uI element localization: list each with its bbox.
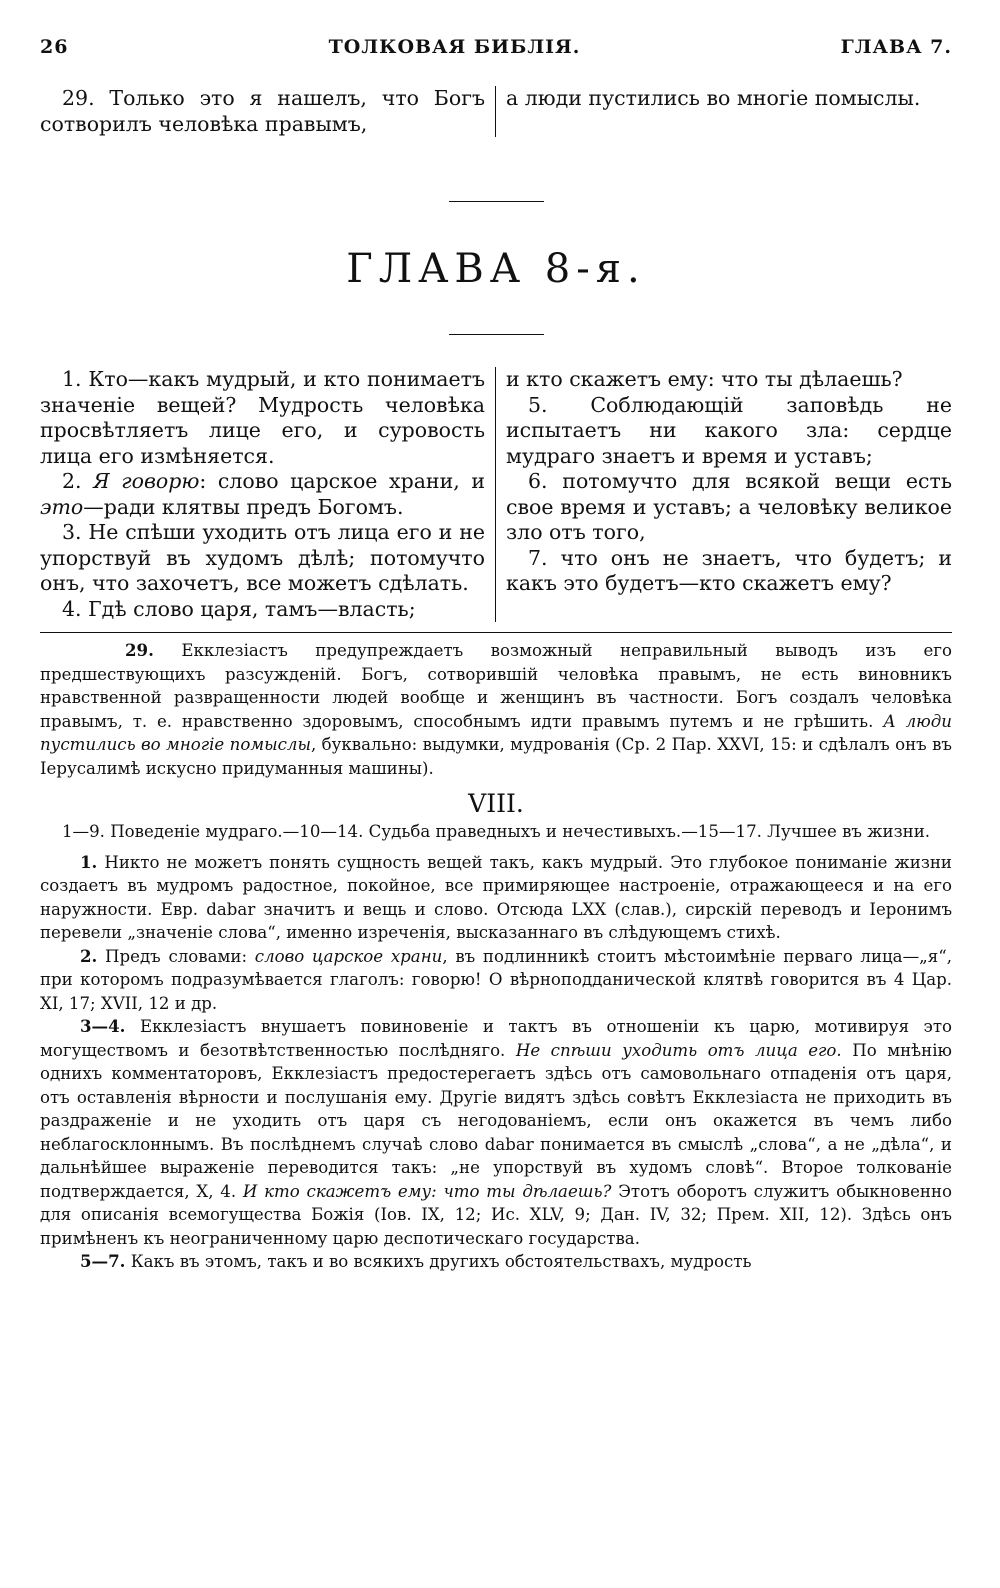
verse-column-right — [496, 367, 952, 622]
running-chapter: ГЛАВА 7. — [840, 36, 952, 58]
verse-column-right — [496, 86, 952, 137]
top-decorative-rule — [449, 201, 544, 202]
commentary-29: 29. Екклезіастъ предупреждаетъ возможный неправильный выводъ изъ его предшествующихъ разсужденій. Богъ, сотворившій человѣка правымъ, не есть виновникъ нравственной развращенности людей вообще и женщинъ въ частности. Богъ создалъ человѣка правымъ, т. е. нравственно здоровымъ, способнымъ идти правымъ путемъ и не грѣшить. А люди пустились во многіе помыслы, буквально: выдумки, мудрованія (Ср. 2 Пар. XXVI, 15: и сдѣлалъ онъ въ Іерусалимѣ искусно придуманныя машины). — [40, 640, 952, 778]
verse-29-left: 29. Только это я нашелъ, что Богъ сотворилъ человѣка правымъ, — [40, 86, 485, 136]
chapter-roman-numeral: VIII. — [468, 789, 524, 818]
running-head — [40, 36, 952, 76]
verse-29-block — [40, 86, 952, 137]
chapter-8-verses — [40, 367, 952, 622]
page-number: 26 — [40, 36, 69, 58]
verse-4: 4. Гдѣ слово царя, тамъ—власть; — [62, 596, 416, 621]
verse-3: 3. Не спѣши уходить отъ лица его и не упорствуй въ худомъ дѣлѣ; потомучто онъ, что захочетъ, все можетъ сдѣлать. — [40, 520, 485, 595]
running-title: ТОЛКОВАЯ БИБЛІЯ. — [328, 36, 581, 58]
verse-2: 2. Я говорю: слово царское храни, и это—ради клятвы предъ Богомъ. — [40, 469, 485, 519]
commentary-divider — [40, 632, 952, 633]
verse-5: 5. Соблюдающій заповѣдь не испытаетъ ни какого зла: сердце мудраго знаетъ и время и уставъ; — [506, 392, 952, 468]
verse-4-continued: и кто скажетъ ему: что ты дѣлаешь? — [506, 367, 903, 391]
commentary-2: 2. Предъ словами: слово царское храни, въ подлинникѣ стоитъ мѣстоимѣніе перваго лица—„я“, при которомъ подразумѣвается глаголъ: говорю! О вѣрноподданической клятвѣ говорится въ 4 Цар. XI, 17; XVII, 12 и др. — [40, 945, 952, 1013]
verse-6: 6. потомучто для всякой вещи есть свое время и уставъ; а человѣку великое зло отъ того, — [506, 469, 952, 544]
commentary-1: 1. Никто не можетъ понять сущность вещей такъ, какъ мудрый. Это глубокое пониманіе жизни создаетъ въ мудромъ радостное, покойное, все примиряющее настроеніе, отражающееся и на его наружности. Евр. dabar значитъ и вещь и слово. Отсюда LXX (слав.), сирскій переводъ и Іеронимъ перевели „значеніе слова“, именно изреченія, высказаннаго въ слѣдующемъ стихѣ. — [40, 851, 952, 942]
chapter-heading: ГЛАВА 8-я. — [346, 246, 646, 292]
verse-column-left — [40, 367, 496, 622]
verse-7: 7. что онъ не знаетъ, что будетъ; и какъ это будетъ—кто скажетъ ему? — [506, 545, 952, 595]
verse-1: 1. Кто—какъ мудрый, и кто понимаетъ значеніе вещей? Мудрость человѣка просвѣтляетъ лице его, и суровость лица его измѣняется. — [40, 367, 485, 468]
commentary-3-4: 3—4. Екклезіастъ внушаетъ повиновеніе и тактъ въ отношеніи къ царю, мотивируя это могуществомъ и безотвѣтственностью послѣдняго. Не спѣши уходить отъ лица его. По мнѣнію однихъ комментаторовъ, Екклезіастъ предостерегаетъ здѣсь отъ самовольнаго отпаденія отъ царя, отъ оставленія вѣрности и послушанія ему. Другіе видятъ здѣсь совѣтъ Екклезіаста не приходить въ раздраженіе и не уходить отъ царя съ негодованіемъ, если онъ окажется въ чемъ либо неблагосклоннымъ. Въ послѣднемъ случаѣ слово dabar понимается въ смыслѣ „слова“, а не „дѣла“, и дальнѣйшее выраженіе переводится такъ: „не упорствуй въ худомъ словѣ“. Второе толкованіе подтверждается, X, 4. И кто скажетъ ему: что ты дѣлаешь? Этотъ оборотъ служитъ обыкновенно для описанія всемогущества Божія (Іов. IX, 12; Ис. XLV, 9; Дан. IV, 32; Прем. XII, 12). Здѣсь онъ примѣненъ къ неограниченному царю деспотическаго государства. — [40, 1016, 952, 1248]
verse-29-right: а люди пустились во многіе помыслы. — [506, 86, 921, 110]
chapter-summary: 1—9. Поведеніе мудраго.—10—14. Судьба праведныхъ и нечестивыхъ.—15—17. Лучшее въ жизни. — [61, 821, 931, 841]
bottom-decorative-rule — [449, 334, 544, 335]
commentary-5-7: 5—7. Какъ въ этомъ, такъ и во всякихъ другихъ обстоятельствахъ, мудрость — [80, 1251, 752, 1271]
verse-column-left — [40, 86, 496, 137]
commentary — [40, 639, 952, 1274]
